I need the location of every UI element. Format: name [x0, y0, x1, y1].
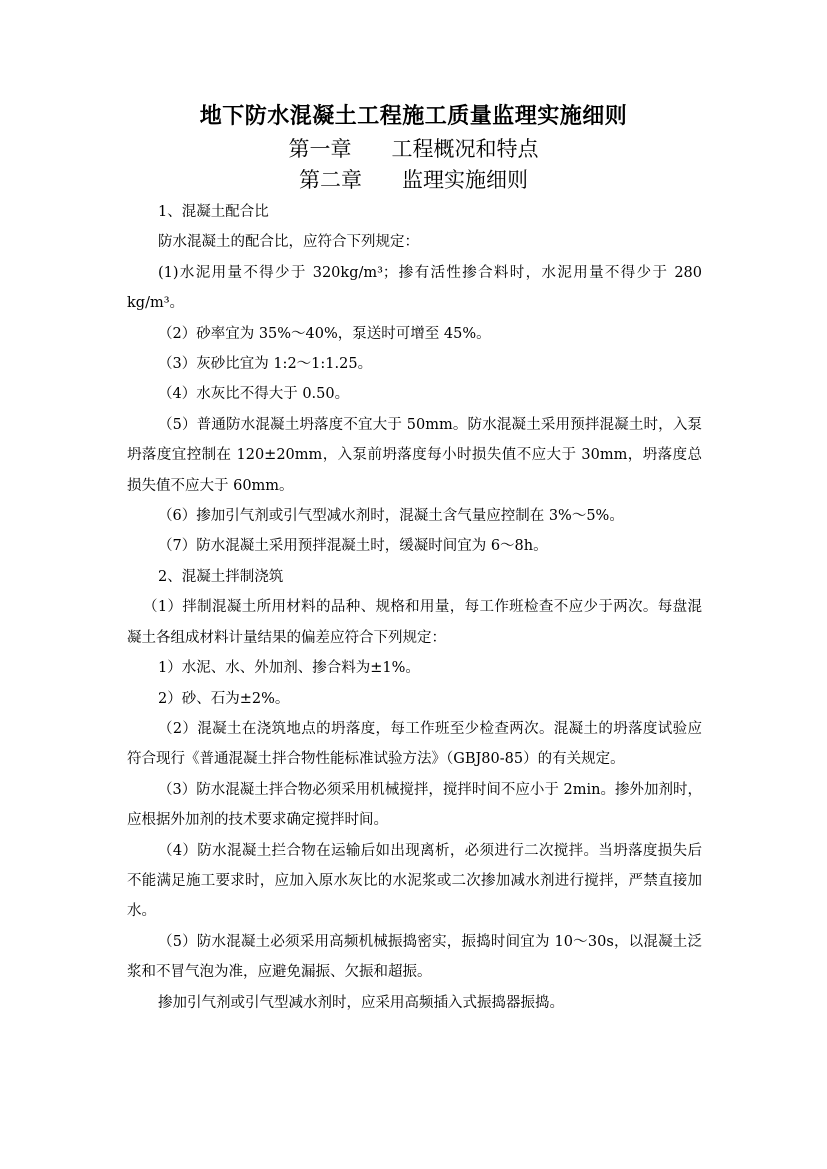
- paragraph: (1)水泥用量不得少于 320kg/m³；掺有活性掺合料时，水泥用量不得少于 280 kg/m³。: [127, 264, 702, 312]
- paragraph: （5）防水混凝土必须采用高频机械振捣密实，振捣时间宜为 10～30s，以混凝土泛浆和不冒气泡为准，应避免漏振、欠振和超振。: [127, 933, 702, 981]
- paragraph: 防水混凝土的配合比，应符合下列规定：: [158, 234, 419, 251]
- paragraph: （4）水灰比不得大于 0.50。: [158, 386, 350, 403]
- chapter-1-number: 第一章: [288, 137, 352, 161]
- chapter-1-name: 工程概况和特点: [391, 137, 539, 161]
- paragraph: 1）水泥、水、外加剂、掺合料为±1%。: [158, 660, 420, 677]
- document-body: [127, 197, 702, 1018]
- paragraph: （2）砂率宜为 35%～40%，泵送时可增至 45%。: [158, 325, 491, 342]
- paragraph: （3）防水混凝土拌合物必须采用机械搅拌，搅拌时间不应小于 2min。掺外加剂时，应根据外加剂的技术要求确定搅拌时间。: [127, 781, 702, 829]
- chapter-2-heading: [0, 165, 827, 195]
- section-heading-mixing-pouring: 2、混凝土拌制浇筑: [158, 568, 284, 585]
- paragraph: （5）普通防水混凝土坍落度不宜大于 50mm。防水混凝土采用预拌混凝土时，入泵坍落度宜控制在 120±20mm，入泵前坍落度每小时损失值不应大于 30mm，坍落度总损失值不应大于 60mm。: [127, 416, 702, 494]
- paragraph: （1）拌制混凝土所用材料的品种、规格和用量，每工作班检查不应少于两次。每盘混凝土各组成材料计量结果的偏差应符合下列规定：: [127, 599, 702, 646]
- chapter-2-name: 监理实施细则: [402, 168, 528, 192]
- chapter-1-heading: [0, 134, 827, 164]
- document-title: 地下防水混凝土工程施工质量监理实施细则: [199, 103, 628, 129]
- paragraph: 掺加引气剂或引气型减水剂时，应采用高频插入式振捣器振捣。: [158, 994, 564, 1011]
- paragraph: （3）灰砂比宜为 1:2～1:1.25。: [158, 356, 373, 373]
- paragraph: （7）防水混凝土采用预拌混凝土时，缓凝时间宜为 6～8h。: [158, 538, 548, 555]
- chapter-2-number: 第二章: [299, 168, 362, 192]
- paragraph: （4）防水混凝土拦合物在运输后如出现离析，必须进行二次搅拌。当坍落度损失后不能满足施工要求时，应加入原水灰比的水泥浆或二次掺加减水剂进行搅拌，严禁直接加水。: [127, 842, 702, 920]
- section-heading-mix-ratio: 1、混凝土配合比: [158, 204, 269, 220]
- paragraph: （6）掺加引气剂或引气型减水剂时，混凝土含气量应控制在 3%～5%。: [158, 508, 624, 525]
- paragraph: （2）混凝土在浇筑地点的坍落度，每工作班至少检查两次。混凝土的坍落度试验应符合现行《普通混凝土拌合物性能标准试验方法》（GBJ80-85）的有关规定。: [127, 720, 702, 768]
- paragraph: 2）砂、石为±2%。: [158, 690, 290, 707]
